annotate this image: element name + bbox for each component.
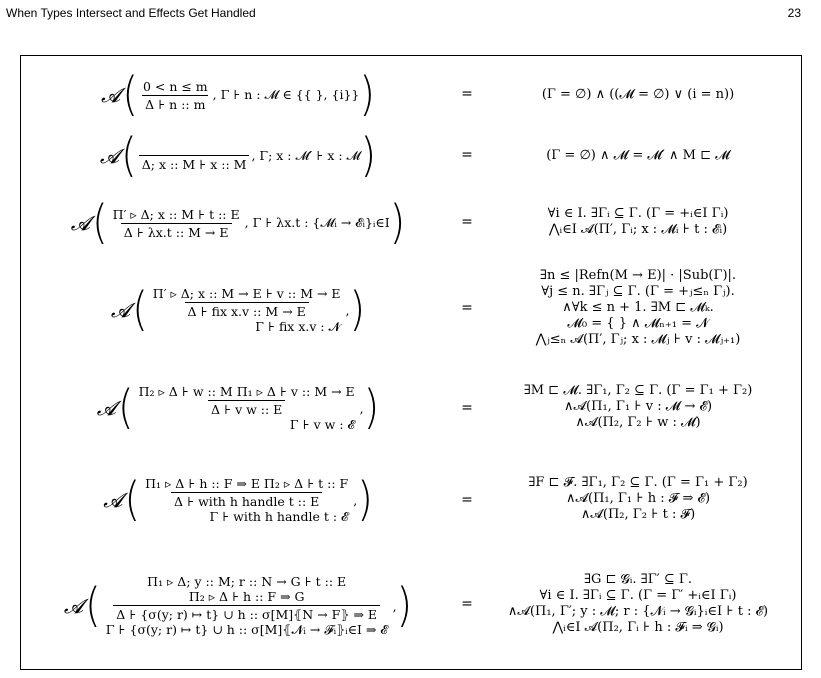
equation-lhs: 𝓐 ( Δ; x :: M ⊦ x :: M , Γ; x : 𝓜′ ⊦ x : 𝓜 ) — [99, 129, 377, 183]
equals-sign: = — [461, 214, 473, 230]
equation-rhs: (Γ = ∅) ∧ 𝓜 = 𝓜′ ∧ M ⊏ 𝓜 — [546, 148, 730, 163]
derivation-fraction: $\frac{\Pi' ▹ \Delta; x :: M ⊦ t :: E}{\Delta ⊦ \lambda x.t :: M \to E}$ — [112, 206, 240, 240]
derivation-fraction: Δ; x :: M ⊦ x :: M — [139, 140, 250, 172]
equation-rhs: ∀i ∈ I. ∃Γᵢ ⊆ Γ. (Γ = +ᵢ∈I Γᵢ) ⋀ᵢ∈I 𝓐(Π′, Γᵢ; x : 𝓜ᵢ ⊦ t : 𝓔ᵢ) — [547, 206, 729, 237]
equation-rhs: ∃n ≤ |Refn(M → E)| · |Sub(Γ)|. ∀j ≤ n. ∃Γⱼ ⊆ Γ. (Γ = +ⱼ≤ₙ Γⱼ). ∧∀k ≤ n + 1. ∃M ⊏ 𝓜ₖ. 𝓜₀ = { } ∧ 𝓜ₙ₊₁ = 𝓝 ⋀ⱼ≤ₙ 𝓐(Π′, Γⱼ; x : 𝓜ⱼ ⊦ v : 𝓜ⱼ₊₁) — [535, 268, 741, 347]
equals-sign: = — [461, 300, 473, 316]
running-title: When Types Intersect and Effects Get Handled — [6, 6, 256, 20]
equation-lhs: 𝓐 ( $\frac{0 < n \le m}{\Delta ⊦ n :: m}$ , Γ ⊦ n : 𝓜 ∈ {{ }, {i}} ) — [101, 68, 375, 122]
running-header — [6, 6, 801, 24]
equals-sign: = — [461, 86, 473, 102]
equation-row-6 — [21, 458, 801, 542]
equation-rhs: ∃F ⊏ 𝓕. ∃Γ₁, Γ₂ ⊆ Γ. (Γ = Γ₁ + Γ₂) ∧𝓐(Π₁, Γ₁ ⊦ h : 𝓕 ⇒ 𝓔) ∧𝓐(Π₂, Γ₂ ⊦ t : 𝓕) — [528, 475, 748, 522]
equation-rhs: ∃G ⊏ 𝓖ᵢ. ∃Γ′ ⊆ Γ. ∀i ∈ I. ∃Γᵢ ⊆ Γ. (Γ = Γ′ +ᵢ∈I Γᵢ) ∧𝓐(Π₁, Γ′; y : 𝓜; r : {𝓝ᵢ → 𝓖ᵢ}ᵢ∈I ⊦ t : 𝓔) ⋀ᵢ∈I 𝓐(Π₂, Γᵢ ⊦ h : 𝓕ᵢ ⇒ 𝓖ᵢ) — [507, 572, 769, 635]
equals-sign: = — [461, 596, 473, 612]
equation-rhs: ∃M ⊏ 𝓜. ∃Γ₁, Γ₂ ⊆ Γ. (Γ = Γ₁ + Γ₂) ∧𝓐(Π₁, Γ₁ ⊦ v : 𝓜 → 𝓔) ∧𝓐(Π₂, Γ₂ ⊦ w : 𝓜) — [523, 383, 753, 430]
equation-box — [20, 55, 802, 670]
equation-rhs: (Γ = ∅) ∧ ((𝓜 = ∅) ∨ (i = n)) — [541, 87, 735, 102]
equals-sign: = — [461, 400, 473, 416]
page-number: 23 — [787, 6, 801, 20]
equation-lhs: 𝓐 ( Π₂ ▹ Δ ⊦ w :: M Π₁ ▹ Δ ⊦ v :: M → E Δ ⊦ v w :: E Γ ⊦ v w : 𝓔 , ) — [96, 381, 380, 435]
equation-row-4 — [21, 262, 801, 358]
equation-lhs: 𝓐 ( Π₁ ▹ Δ; y :: M; r :: N → G ⊦ t :: E Π₂ ▹ Δ ⊦ h :: F ⇒ G Δ ⊦ {σ(y; r) ↦ t} ∪ h :: σ[M]⦃N → F⦄ ⇒ E Γ ⊦ {σ(y; r) ↦ t} ∪ h :: σ[M]⦃𝓝ᵢ → 𝓕ᵢ⦄ᵢ∈I ⇒ 𝓔 , ) — [63, 574, 413, 637]
equals-sign: = — [461, 147, 473, 163]
equation-lhs: 𝓐 ( $\frac{\Pi' ▹ \Delta; x :: M ⊦ t :: E}{\Delta ⊦ \lambda x.t :: M \to E}$ , Γ ⊦ λx.t : {𝓜ᵢ → 𝓔ᵢ}ᵢ∈I ) — [70, 196, 406, 250]
derivation-fraction: Π′ ▹ Δ; x :: M → E ⊦ v :: M → E Δ ⊦ fix x.v :: M → E Γ ⊦ fix x.v : 𝓝 — [152, 285, 341, 334]
equation-row-7 — [21, 550, 801, 662]
equation-row-1 — [21, 68, 801, 122]
derivation-fraction: $\frac{0 < n \le m}{\Delta ⊦ n :: m}$ — [142, 78, 208, 112]
equation-row-2 — [21, 130, 801, 182]
equation-row-5 — [21, 366, 801, 450]
derivation-fraction: Π₁ ▹ Δ; y :: M; r :: N → G ⊦ t :: E Π₂ ▹ Δ ⊦ h :: F ⇒ G Δ ⊦ {σ(y; r) ↦ t} ∪ h :: σ[M]⦃N → F⦄ ⇒ E Γ ⊦ {σ(y; r) ↦ t} ∪ h :: σ[M]⦃𝓝ᵢ → 𝓕ᵢ⦄ᵢ∈I ⇒ 𝓔 — [105, 574, 388, 637]
equation-row-3 — [21, 192, 801, 254]
derivation-fraction: Π₁ ▹ Δ ⊦ h :: F ⇒ E Π₂ ▹ Δ ⊦ t :: F Δ ⊦ with h handle t :: E Γ ⊦ with h handle t : 𝓔 — [145, 475, 349, 524]
equation-lhs: 𝓐 ( Π′ ▹ Δ; x :: M → E ⊦ v :: M → E Δ ⊦ fix x.v :: M → E Γ ⊦ fix x.v : 𝓝 , ) — [110, 283, 366, 337]
equation-lhs: 𝓐 ( Π₁ ▹ Δ ⊦ h :: F ⇒ E Π₂ ▹ Δ ⊦ t :: F Δ ⊦ with h handle t :: E Γ ⊦ with h handle t : 𝓔 , ) — [103, 473, 373, 527]
derivation-fraction: Π₂ ▹ Δ ⊦ w :: M Π₁ ▹ Δ ⊦ v :: M → E Δ ⊦ v w :: E Γ ⊦ v w : 𝓔 — [138, 383, 355, 432]
equals-sign: = — [461, 492, 473, 508]
